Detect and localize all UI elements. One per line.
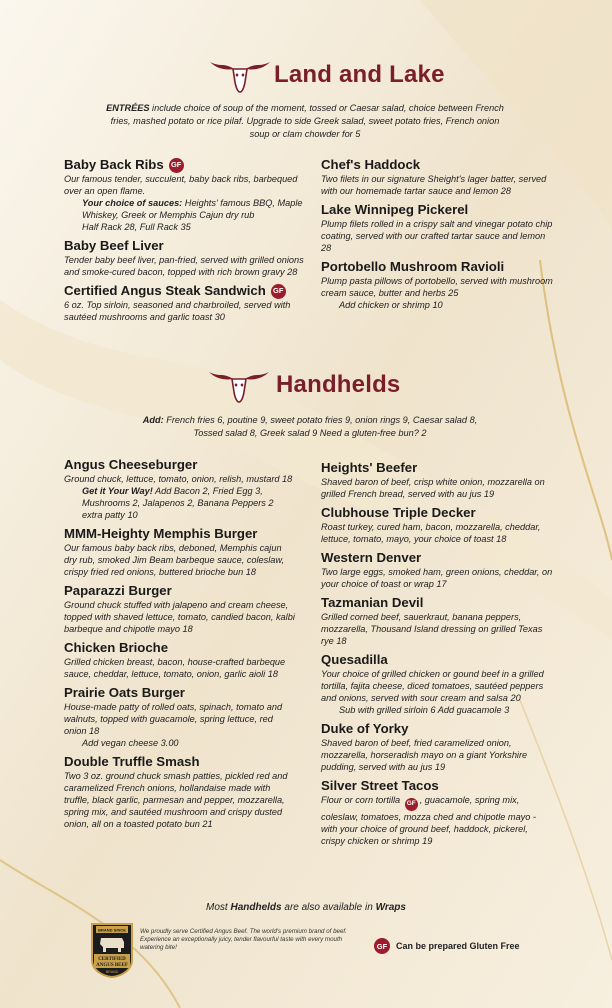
menu-item-name-text: Quesadilla — [321, 652, 388, 667]
menu-item-description: Two filets in our signature Sheight's lager batter, served with our homemade tartar sauce and lemon 28 — [321, 174, 547, 196]
handhelds-title: Handhelds — [276, 371, 401, 398]
gluten-free-legend-text: Can be prepared Gluten Free — [396, 941, 520, 951]
menu-item-name — [321, 778, 553, 794]
menu-item-description: Two large eggs, smoked ham, green onions, cheddar, on your choice of toast or wrap 17 — [321, 567, 553, 589]
menu-item-name-text: Angus Cheeseburger — [64, 457, 198, 472]
menu-item-option — [64, 221, 304, 233]
menu-item-name-text: Lake Winnipeg Pickerel — [321, 202, 469, 217]
menu-item-name — [321, 721, 553, 737]
menu-item-clubhouse-triple-decker — [321, 505, 553, 545]
menu-item-name-text: Tazmanian Devil — [321, 595, 424, 610]
menu-item-name-text: Double Truffle Smash — [64, 754, 200, 769]
wraps-note — [0, 902, 612, 913]
menu-item-western-denver — [321, 550, 553, 590]
land-and-lake-title: Land and Lake — [274, 61, 445, 88]
menu-item-name — [64, 157, 304, 173]
menu-item-certified-angus-steak-sandwich — [64, 283, 304, 323]
gf-icon: GF — [405, 798, 418, 811]
cab-badge-bottom: BRAND — [105, 970, 119, 974]
handhelds-right-column — [321, 460, 553, 852]
menu-item-description: Shaved baron of beef, crisp white onion, mozzarella on grilled French bread, served with au jus 19 — [321, 477, 545, 499]
menu-item-name — [64, 640, 296, 656]
menu-item-description-part: , guacamole, spring mix, coleslaw, tomatoes, mozza ched and chipotle mayo - with your choice of ground beef, haddock, pickerel, crispy chicken or shrimp 19 — [321, 795, 536, 846]
menu-item-description: Ground chuck, lettuce, tomato, onion, relish, mustard 18 — [64, 474, 293, 484]
menu-item-lake-winnipeg-pickerel — [321, 202, 553, 254]
certified-angus-beef-logo — [88, 920, 136, 983]
entrees-text: include choice of soup of the moment, tossed or Caesar salad, choice between French fries, mashed potato or rice pilaf. Upgrade to side Greek salad, sweet potato fries, French onion soup or clam chowder for 5 — [110, 103, 504, 139]
menu-item-description: Tender baby beef liver, pan-fried, served with grilled onions and smoke-cured bacon, topped with rich brown gravy 28 — [64, 255, 304, 277]
menu-item-name — [64, 754, 296, 770]
menu-item-portobello-mushroom-ravioli — [321, 259, 553, 311]
menu-item-description — [321, 794, 553, 847]
cab-badge-top: BRAND SINCE — [98, 927, 126, 933]
gluten-free-legend — [374, 938, 520, 954]
menu-item-description: Grilled corned beef, sauerkraut, banana peppers, mozzarella, Thousand Island dressing on grilled Texas rye 18 — [321, 612, 543, 646]
menu-item-name — [321, 259, 553, 275]
menu-item-name — [321, 460, 553, 476]
menu-item-option — [64, 197, 304, 221]
menu-item-name — [64, 283, 304, 299]
menu-item-name — [64, 238, 304, 254]
menu-item-tazmanian-devil — [321, 595, 553, 647]
cab-badge-line2: ANGUS BEEF — [96, 963, 128, 968]
longhorn-icon — [204, 366, 274, 404]
menu-item-option-label: Your choice of sauces: — [82, 198, 183, 208]
menu-item-name — [321, 157, 553, 173]
land-and-lake-left-column — [64, 157, 304, 328]
menu-item-duke-of-yorky — [321, 721, 553, 773]
menu-item-baby-beef-liver — [64, 238, 304, 278]
menu-item-chef-s-haddock — [321, 157, 553, 197]
add-label: Add: — [142, 415, 164, 425]
menu-item-prairie-oats-burger — [64, 685, 296, 749]
menu-item-option-text: Heights' famous BBQ, Maple Whiskey, Greek or Memphis Cajun dry rub — [82, 198, 303, 220]
menu-item-option-label: Get it Your Way! — [82, 486, 153, 496]
menu-item-angus-cheeseburger — [64, 457, 296, 521]
menu-item-option-text: Add vegan cheese 3.00 — [82, 738, 179, 748]
menu-item-name-text: Chicken Brioche — [64, 640, 169, 655]
wraps-note-wraps: Wraps — [375, 902, 406, 913]
menu-item-description: Our famous baby back ribs, deboned, Memphis cajun dry rub, smoked Jim Beam barbeque sauce, coleslaw, crispy fried red onions, buttered brioche bun 18 — [64, 543, 285, 577]
menu-item-name-text: Paparazzi Burger — [64, 583, 172, 598]
menu-item-baby-back-ribs — [64, 157, 304, 233]
menu-item-description: Grilled chicken breast, bacon, house-crafted barbeque sauce, cheddar, lettuce, tomato, onion, garlic aioli 18 — [64, 657, 286, 679]
land-and-lake-right-column — [321, 157, 553, 316]
menu-item-name — [321, 550, 553, 566]
menu-item-paparazzi-burger — [64, 583, 296, 635]
menu-item-option — [64, 737, 296, 749]
menu-item-name — [64, 526, 296, 542]
gf-icon: GF — [271, 284, 286, 299]
wraps-note-pre: Most — [206, 902, 231, 913]
menu-item-option — [321, 299, 553, 311]
longhorn-icon — [208, 56, 272, 94]
handhelds-header — [204, 366, 400, 404]
menu-item-chicken-brioche — [64, 640, 296, 680]
menu-item-option — [321, 704, 553, 716]
menu-item-name-text: Silver Street Tacos — [321, 778, 439, 793]
menu-item-name — [64, 457, 296, 473]
menu-item-heights-beefer — [321, 460, 553, 500]
menu-item-option — [64, 485, 296, 521]
menu-item-name-text: Clubhouse Triple Decker — [321, 505, 476, 520]
menu-item-name-text: Portobello Mushroom Ravioli — [321, 259, 505, 274]
menu-item-option-text: Add Bacon 2, Fried Egg 3, Mushrooms 2, Jalapenos 2, Banana Peppers 2 extra patty 10 — [82, 486, 274, 520]
menu-item-double-truffle-smash — [64, 754, 296, 830]
land-and-lake-intro — [100, 102, 510, 141]
menu-item-name — [64, 583, 296, 599]
wraps-note-mid: are also available in — [281, 902, 376, 913]
menu-item-option-text: Sub with grilled sirloin 6 Add guacamole 3 — [339, 705, 510, 715]
handhelds-left-column — [64, 457, 296, 835]
gf-icon: GF — [374, 938, 390, 954]
menu-item-description: House-made patty of rolled oats, spinach, tomato and walnuts, topped with guacamole, spring lettuce, red onion 18 — [64, 702, 283, 736]
cab-badge-line1: CERTIFIED — [98, 957, 126, 962]
land-and-lake-header — [208, 56, 445, 94]
menu-item-silver-street-tacos — [321, 778, 553, 847]
menu-item-name — [321, 202, 553, 218]
handhelds-intro — [140, 414, 480, 440]
menu-item-mmm-heighty-memphis-burger — [64, 526, 296, 578]
menu-item-name-text: Prairie Oats Burger — [64, 685, 185, 700]
menu-item-description: Shaved baron of beef, fried caramelized onion, mozzarella, horseradish mayo on a giant Yorkshire pudding, served with au jus 19 — [321, 738, 528, 772]
menu-item-description: Ground chuck stuffed with jalapeno and cream cheese, topped with shaved lettuce, tomato, candied bacon, kalbi barbeque and chipotle mayo 18 — [64, 600, 295, 634]
menu-item-name-text: Duke of Yorky — [321, 721, 409, 736]
menu-item-description: Your choice of grilled chicken or gound beef in a grilled tortilla, fajita cheese, diced tomatoes, sautéed peppers and onions, served with sour cream and salsa 20 — [321, 669, 544, 703]
menu-item-description: Roast turkey, cured ham, bacon, mozzarella, cheddar, lettuce, tomato, mayo, your choice of toast 18 — [321, 522, 541, 544]
entrees-label: ENTRÉES — [106, 103, 150, 113]
add-text: French fries 6, poutine 9, sweet potato fries 9, onion rings 9, Caesar salad 8, Tossed salad 8, Greek salad 9 Need a gluten-free bun? 2 — [163, 415, 478, 438]
menu-item-description: 6 oz. Top sirloin, seasoned and charbroiled, served with sautéed mushrooms and garlic toast 30 — [64, 300, 291, 322]
menu-item-option-text: Add chicken or shrimp 10 — [339, 300, 443, 310]
menu-item-description: Two 3 oz. ground chuck smash patties, pickled red and caramelized French onions, hollandaise made with truffle, black garlic, parmesan and pepper, mozzarella, spring mix, and sautéed mushroom and crispy dusted onion, all on a toasted potato bun 21 — [64, 771, 288, 829]
menu-item-name-text: Western Denver — [321, 550, 422, 565]
menu-item-quesadilla — [321, 652, 553, 716]
menu-item-name-text: Baby Beef Liver — [64, 238, 164, 253]
menu-item-description: Plump filets rolled in a crispy salt and vinegar potato chip coating, served with our crafted tartar sauce and lemon 28 — [321, 219, 553, 253]
menu-item-name-text: Chef's Haddock — [321, 157, 421, 172]
wraps-note-handhelds: Handhelds — [230, 902, 282, 913]
menu-item-description-part: Flour or corn tortilla — [321, 795, 403, 805]
menu-item-name — [321, 505, 553, 521]
menu-item-name-text: Certified Angus Steak Sandwich — [64, 283, 266, 298]
menu-item-name — [321, 652, 553, 668]
menu-item-name-text: Baby Back Ribs — [64, 157, 164, 172]
gf-icon: GF — [169, 158, 184, 173]
menu-item-name-text: MMM-Heighty Memphis Burger — [64, 526, 258, 541]
menu-item-name — [321, 595, 553, 611]
menu-item-name-text: Heights' Beefer — [321, 460, 418, 475]
menu-item-description: Our famous tender, succulent, baby back ribs, barbequed over an open flame. — [64, 174, 298, 196]
menu-item-description: Plump pasta pillows of portobello, served with mushroom cream sauce, butter and herbs 25 — [321, 276, 553, 298]
certified-angus-beef-text: We proudly serve Certified Angus Beef. The world's premium brand of beef. Experience an exceptionally juicy, tender flavourful taste with every mouth watering bite! — [140, 928, 347, 951]
menu-item-name — [64, 685, 296, 701]
menu-item-option-text: Half Rack 28, Full Rack 35 — [82, 222, 191, 232]
